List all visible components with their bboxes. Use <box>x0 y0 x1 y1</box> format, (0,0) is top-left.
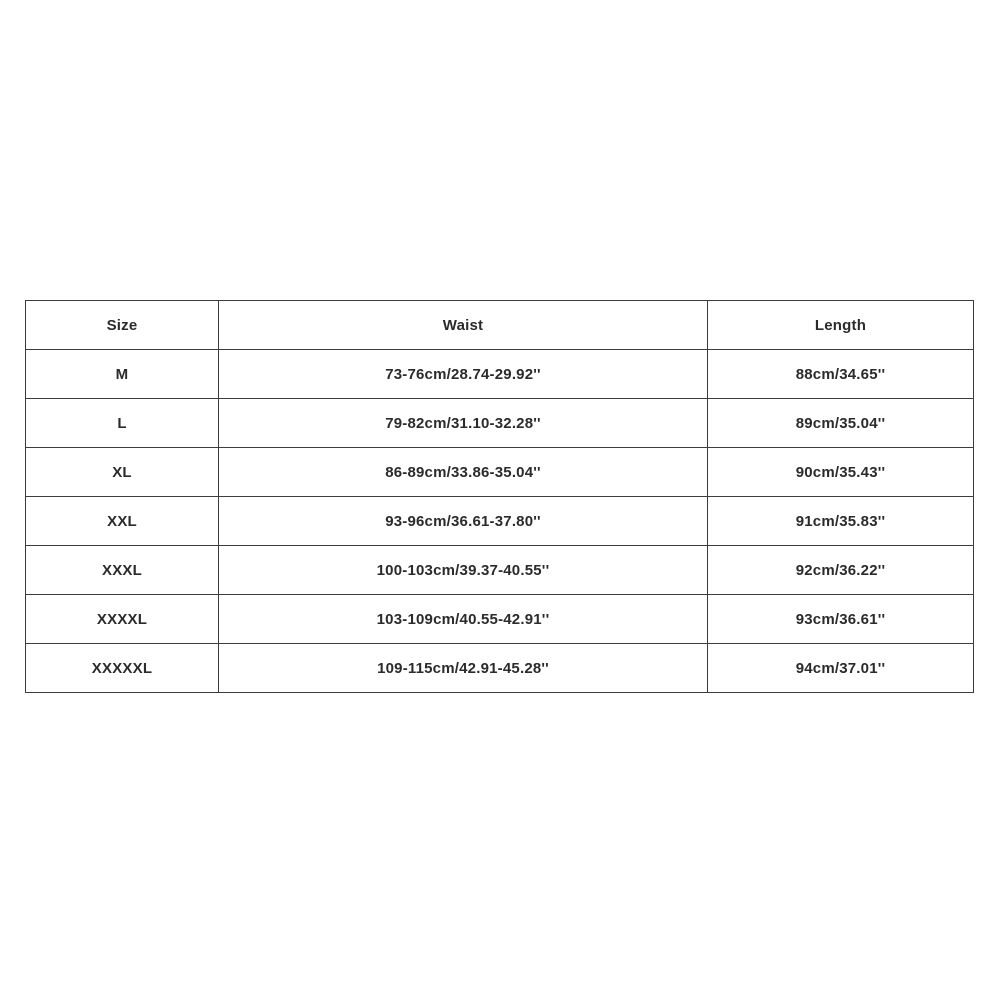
size-cell: XXXXL <box>26 595 219 644</box>
waist-cell: 79-82cm/31.10-32.28'' <box>219 399 708 448</box>
waist-cell: 103-109cm/40.55-42.91'' <box>219 595 708 644</box>
length-cell: 91cm/35.83'' <box>708 497 974 546</box>
table-row <box>26 497 974 546</box>
length-cell: 93cm/36.61'' <box>708 595 974 644</box>
length-cell: 88cm/34.65'' <box>708 350 974 399</box>
waist-cell: 93-96cm/36.61-37.80'' <box>219 497 708 546</box>
table-row <box>26 595 974 644</box>
waist-cell: 73-76cm/28.74-29.92'' <box>219 350 708 399</box>
length-cell: 89cm/35.04'' <box>708 399 974 448</box>
table-row <box>26 448 974 497</box>
size-cell: L <box>26 399 219 448</box>
size-chart-table <box>25 300 974 693</box>
waist-cell: 109-115cm/42.91-45.28'' <box>219 644 708 693</box>
size-cell: XXL <box>26 497 219 546</box>
column-header-size: Size <box>26 301 219 350</box>
column-header-waist: Waist <box>219 301 708 350</box>
size-cell: XXXL <box>26 546 219 595</box>
table-row <box>26 350 974 399</box>
waist-cell: 100-103cm/39.37-40.55'' <box>219 546 708 595</box>
size-cell: XL <box>26 448 219 497</box>
size-cell: XXXXXL <box>26 644 219 693</box>
waist-cell: 86-89cm/33.86-35.04'' <box>219 448 708 497</box>
header-row <box>26 301 974 350</box>
size-cell: M <box>26 350 219 399</box>
length-cell: 92cm/36.22'' <box>708 546 974 595</box>
table-row <box>26 546 974 595</box>
table-row <box>26 399 974 448</box>
length-cell: 94cm/37.01'' <box>708 644 974 693</box>
length-cell: 90cm/35.43'' <box>708 448 974 497</box>
column-header-length: Length <box>708 301 974 350</box>
table-row <box>26 644 974 693</box>
